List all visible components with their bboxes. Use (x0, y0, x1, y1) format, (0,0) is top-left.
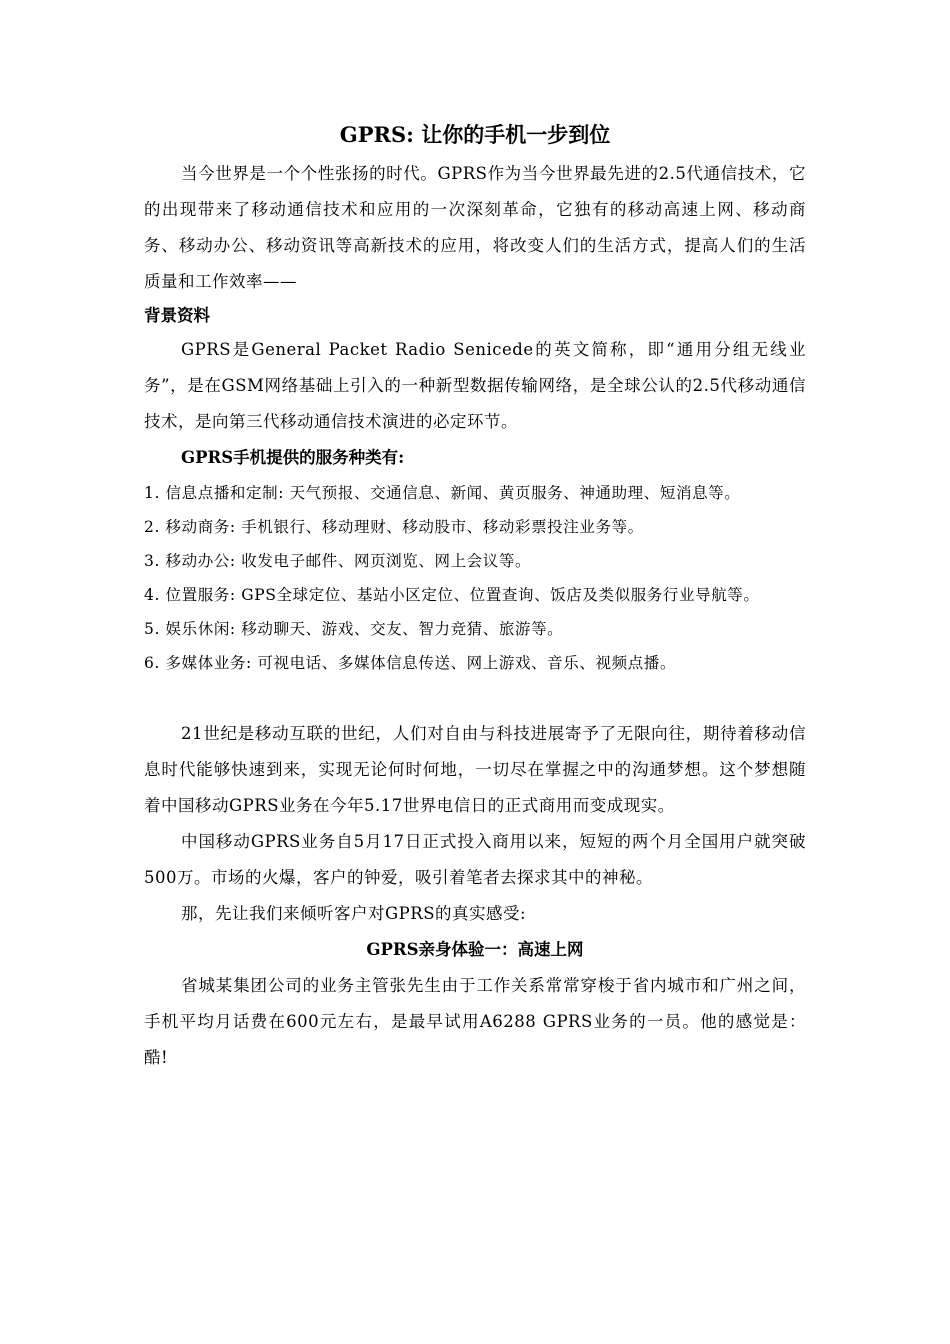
intro-paragraph: 当今世界是一个个性张扬的时代。GPRS作为当今世界最先进的2.5代通信技术，它的出现带来了移动通信技术和应用的一次深刻革命，它独有的移动高速上网、移动商务、移动办公、移动资讯等高新技术的应用，将改变人们的生活方式，提高人们的生活质量和工作效率—— (144, 164, 806, 291)
paragraph-market: 中国移动GPRS业务自5月17日正式投入商用以来，短短的两个月全国用户就突破500万。市场的火爆，客户的钟爱，吸引着笔者去探求其中的神秘。 (144, 832, 806, 887)
list-item: 4. 位置服务: GPS全球定位、基站小区定位、位置查询、饭店及类似服务行业导航等。 (144, 586, 760, 604)
list-item: 6. 多媒体业务: 可视电话、多媒体信息传送、网上游戏、音乐、视频点播。 (144, 654, 676, 672)
experience-section-title: GPRS亲身体验一：高速上网 (366, 940, 584, 959)
list-item: 3. 移动办公: 收发电子邮件、网页浏览、网上会议等。 (144, 552, 532, 570)
list-item: 2. 移动商务: 手机银行、移动理财、移动股市、移动彩票投注业务等。 (144, 518, 644, 536)
paragraph-listen: 那，先让我们来倾听客户对GPRS的真实感受: (181, 904, 527, 923)
services-list (144, 476, 806, 680)
document-title: GPRS: 让你的手机一步到位 (339, 122, 611, 147)
blank-line (144, 680, 806, 716)
paragraph-experience: 省城某集团公司的业务主管张先生由于工作关系常常穿梭于省内城市和广州之间，手机平均月话费在600元左右，是最早试用A6288 GPRS业务的一员。他的感觉是：酷! (144, 976, 806, 1067)
services-heading: GPRS手机提供的服务种类有: (181, 448, 405, 467)
document-page (144, 118, 806, 1076)
paragraph-21st-century: 21世纪是移动互联的世纪，人们对自由与科技进展寄予了无限向往，期待着移动信息时代能够快速到来，实现无论何时何地，一切尽在掌握之中的沟通梦想。这个梦想随着中国移动GPRS业务在今年5.17世界电信日的正式商用而变成现实。 (144, 724, 806, 815)
list-item: 5. 娱乐休闲: 移动聊天、游戏、交友、智力竞猜、旅游等。 (144, 620, 564, 638)
background-paragraph: GPRS是General Packet Radio Senicede的英文简称，即“通用分组无线业务”，是在GSM网络基础上引入的一种新型数据传输网络，是全球公认的2.5代移动通信技术，是向第三代移动通信技术演进的必定环节。 (144, 340, 806, 431)
list-item: 1. 信息点播和定制: 天气预报、交通信息、新闻、黄页服务、神通助理、短消息等。 (144, 484, 741, 502)
background-heading: 背景资料 (144, 306, 210, 325)
